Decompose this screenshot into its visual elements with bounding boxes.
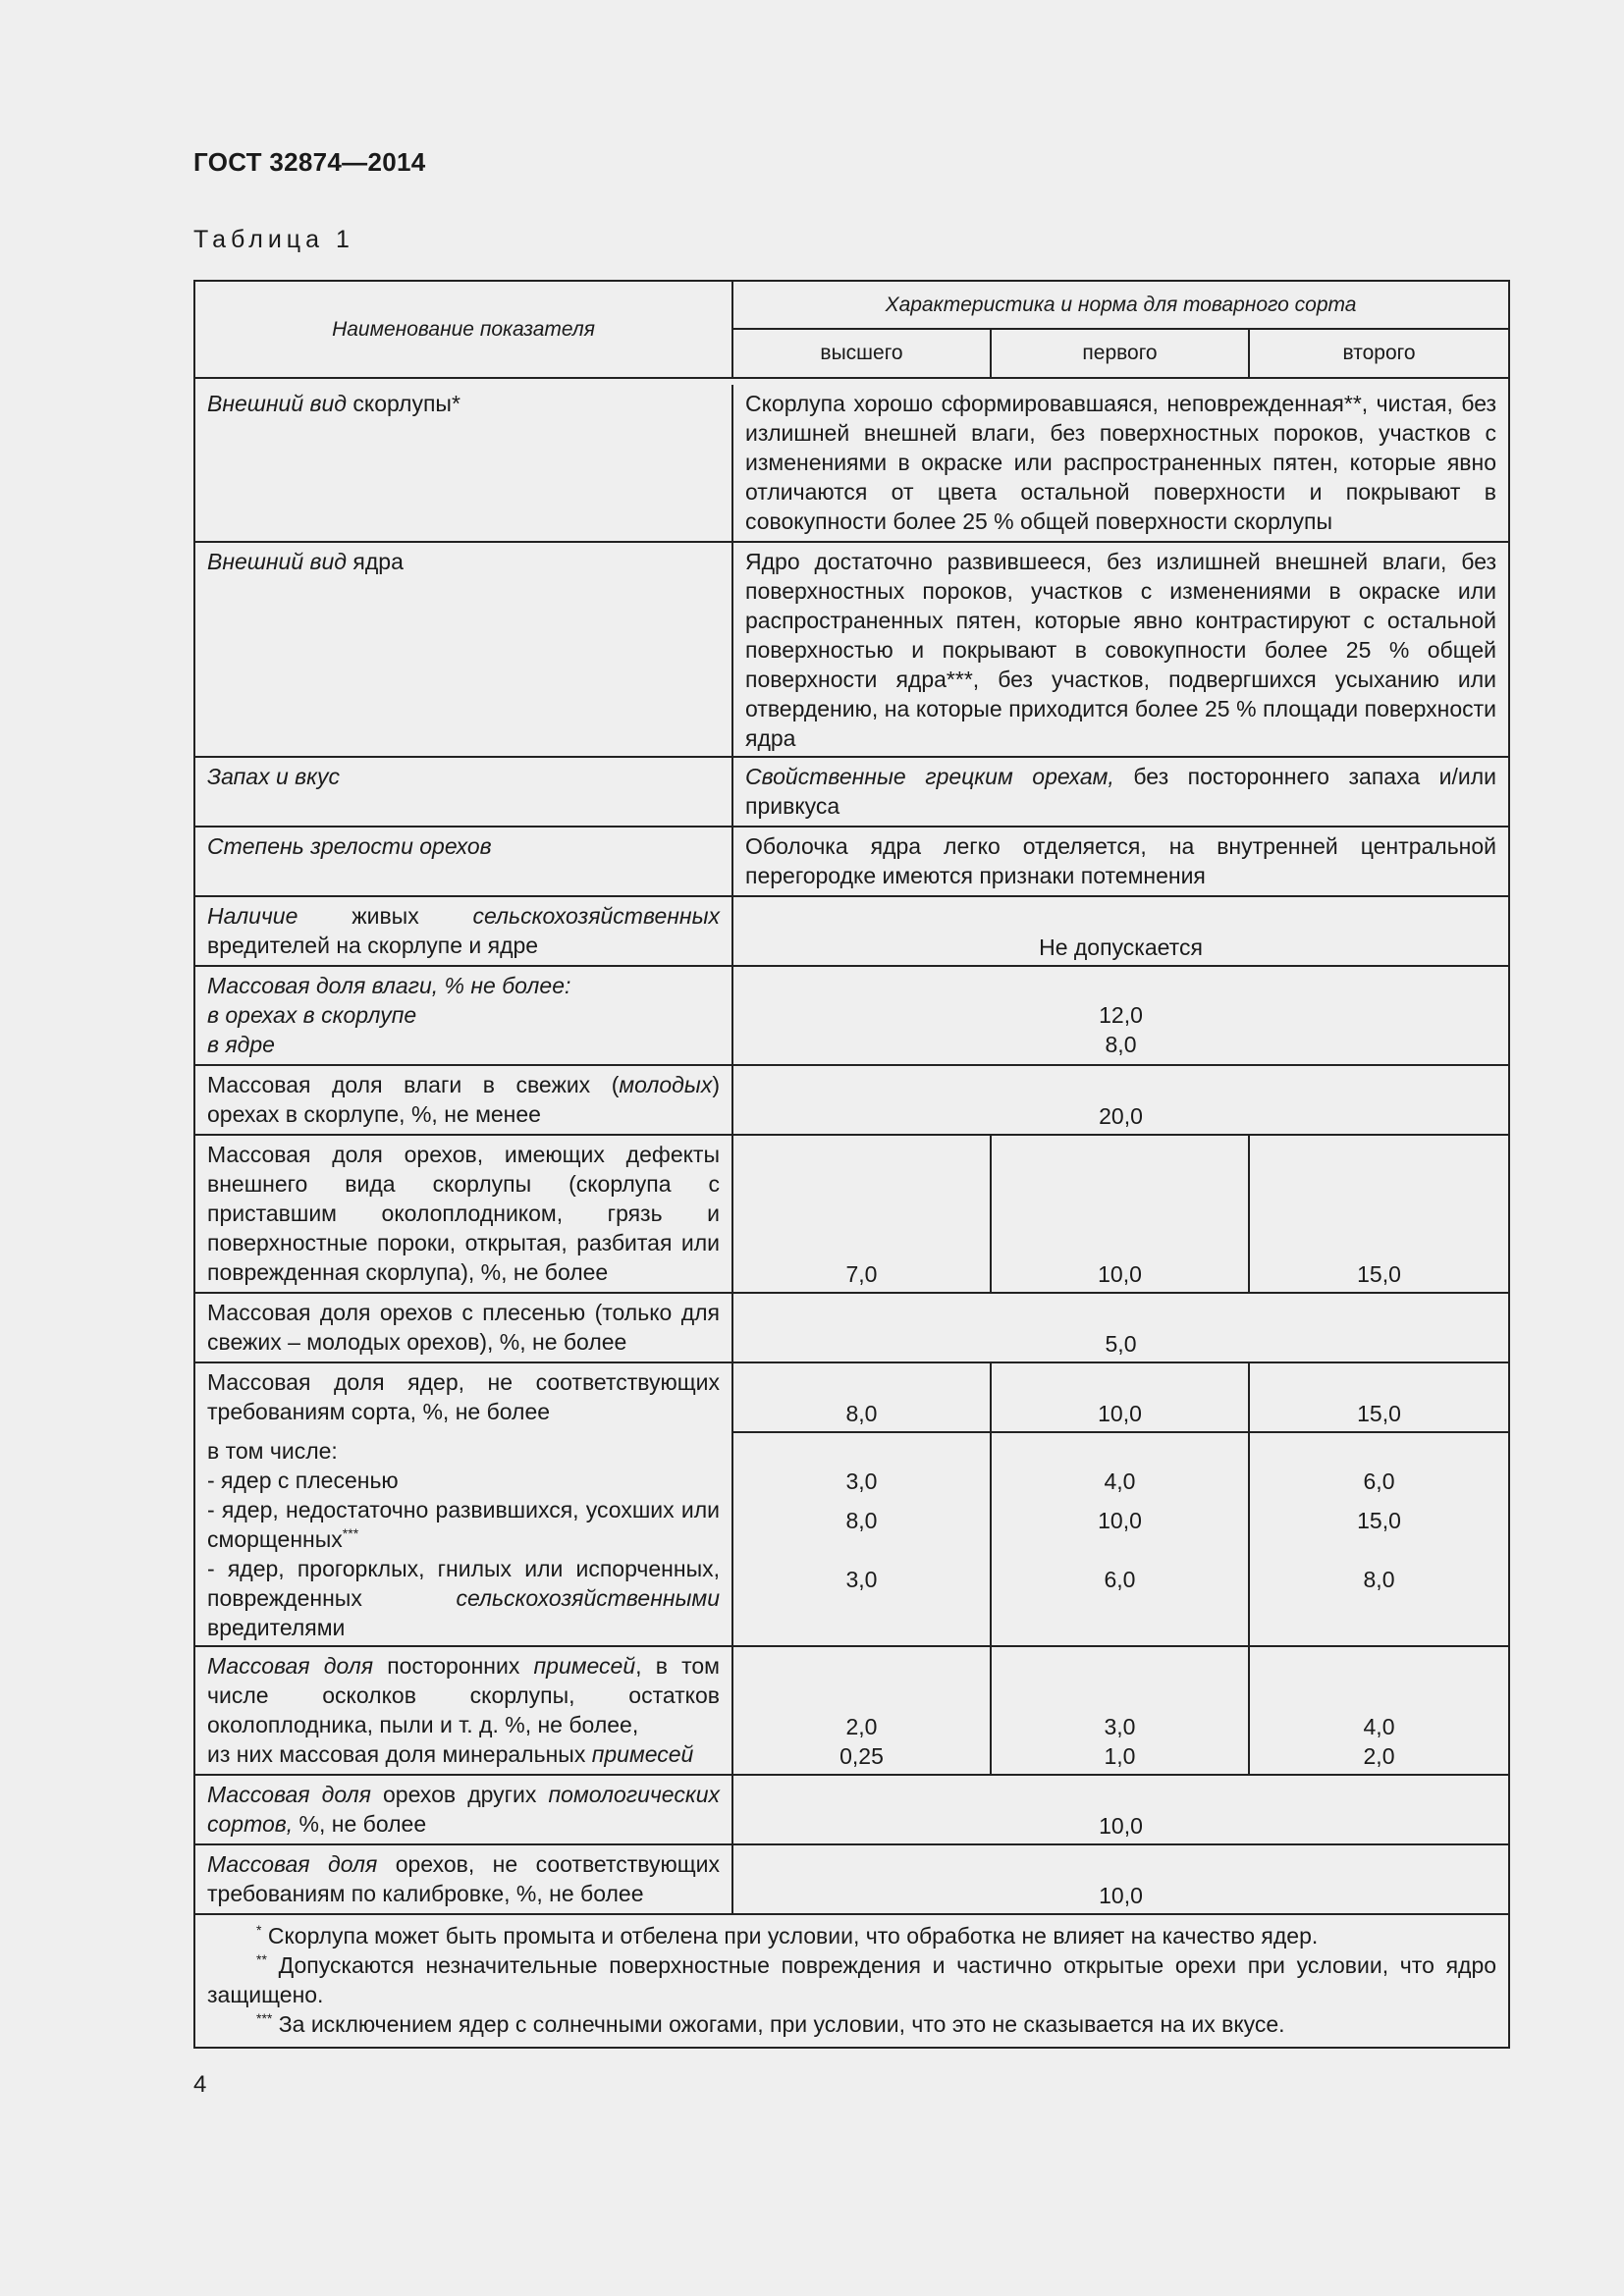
- table-row: [194, 757, 1509, 827]
- row-value-pests: Не допускается: [732, 896, 1509, 966]
- grade-value-cell: [1249, 1432, 1509, 1646]
- grade-header: второго: [1249, 329, 1509, 378]
- quality-table: [193, 280, 1510, 2049]
- table-row: [194, 1432, 1509, 1646]
- table-row: [194, 542, 1509, 757]
- row-name-shell-appearance: Внешний вид скорлупы*: [194, 385, 732, 542]
- row-name-maturity: Степень зрелости орехов: [194, 827, 732, 896]
- grade-value: 8,0: [732, 1362, 991, 1432]
- grade-value: 1,0: [1104, 1743, 1136, 1769]
- row-name-moisture: Массовая доля влаги, % не более: в орехах в скорлупе в ядре: [194, 966, 732, 1065]
- table-row: [194, 385, 1509, 542]
- row-name-kernel-appearance: Внешний вид ядра: [194, 542, 732, 757]
- row-name-moisture-fresh: Массовая доля влаги в свежих (молодых) орехах в скорлупе, %, не менее: [194, 1065, 732, 1135]
- header-spacer: [194, 378, 1509, 385]
- table-row: [194, 1065, 1509, 1135]
- table-row: [194, 1293, 1509, 1362]
- footnote: *** За исключением ядер с солнечными ожогами, при условии, что это не сказывается на их вкусе.: [256, 2010, 1285, 2037]
- row-name-smell-taste: Запах и вкус: [194, 757, 732, 827]
- grade-value-cell: [991, 1432, 1249, 1646]
- grade-value: 3,0: [1104, 1714, 1136, 1739]
- row-value-calibration: 10,0: [732, 1844, 1509, 1914]
- table-row: [194, 1646, 1509, 1775]
- row-name-other-varieties: Массовая доля орехов других помологических сортов, %, не более: [194, 1775, 732, 1844]
- row-value-moisture-fresh: 20,0: [732, 1065, 1509, 1135]
- row-name-kernels-nonconforming: Массовая доля ядер, не соответствующих требованиям сорта, %, не более: [194, 1362, 732, 1432]
- grade-value: 3,0: [845, 1468, 878, 1494]
- grade-value: 3,0: [845, 1567, 878, 1592]
- grade-value: 6,0: [1104, 1567, 1136, 1592]
- row-value-shell-appearance: Скорлупа хорошо сформировавшаяся, неповрежденная**, чистая, без излишней внешней влаги, без поверхностных пороков, участков с изменениями в окраске или распространенных пятен, которые явно отличаются от цвета остальной поверхности и покрывают в совокупности более 25 % общей поверхности скорлупы: [732, 385, 1509, 542]
- row-value-moisture: 12,0 8,0: [732, 966, 1509, 1065]
- grade-value-cell: [732, 1646, 991, 1775]
- row-value-smell-taste: Свойственные грецким орехам, без постороннего запаха и/или привкуса: [732, 757, 1509, 827]
- row-name-mold: Массовая доля орехов с плесенью (только для свежих – молодых орехов), %, не более: [194, 1293, 732, 1362]
- grade-value: 15,0: [1249, 1362, 1509, 1432]
- header-row: [194, 281, 1509, 329]
- table-caption: Таблица 1: [193, 226, 354, 253]
- grade-value: 4,0: [1104, 1468, 1136, 1494]
- grade-value: 8,0: [1363, 1567, 1395, 1592]
- footnote: * Скорлупа может быть промыта и отбелена при условии, что обработка не влияет на качество ядер.: [256, 1922, 1319, 1949]
- table-row: [194, 1775, 1509, 1844]
- grade-value: 15,0: [1249, 1135, 1509, 1293]
- row-name-impurities: Массовая доля посторонних примесей, в том числе осколков скорлупы, остатков околоплодника, пыли и т. д. %, не более, из них массовая доля минеральных примесей: [194, 1646, 732, 1775]
- row-name-pests: Наличие живых сельскохозяйственных вредителей на скорлупе и ядре: [194, 896, 732, 966]
- grade-value: 2,0: [845, 1714, 878, 1739]
- grade-value: 6,0: [1363, 1468, 1395, 1494]
- grade-value-cell: [732, 1432, 991, 1646]
- grade-value-cell: [1249, 1646, 1509, 1775]
- footnotes: [194, 1914, 1509, 2048]
- grade-value: 10,0: [991, 1362, 1249, 1432]
- grade-value: 7,0: [732, 1135, 991, 1293]
- table-row: [194, 827, 1509, 896]
- row-value-kernel-appearance: Ядро достаточно развившееся, без излишней внешней влаги, без поверхностных пороков, участков с изменениями в окраске или распространенных пятен, которые явно контрастируют с остальной поверхностью и покрывают в совокупности более 25 % общей поверхности ядра***, без участков, подвергшихся усыханию или отвердению, на которые приходится более 25 % площади поверхности ядра: [732, 542, 1509, 757]
- column-header-group: Характеристика и норма для товарного сорта: [732, 281, 1509, 329]
- document-code: ГОСТ 32874—2014: [193, 147, 426, 177]
- row-name-shell-defects: Массовая доля орехов, имеющих дефекты внешнего вида скорлупы (скорлупа с приставшим околоплодником, грязь и поверхностные пороки, открытая, разбитая или поврежденная скорлупа), %, не более: [194, 1135, 732, 1293]
- footnotes-row: [194, 1914, 1509, 2048]
- grade-value: 10,0: [991, 1135, 1249, 1293]
- grade-value: 15,0: [1357, 1508, 1401, 1533]
- grade-value: 10,0: [1098, 1508, 1142, 1533]
- table-row: [194, 966, 1509, 1065]
- grade-header: высшего: [732, 329, 991, 378]
- grade-value: 2,0: [1363, 1743, 1395, 1769]
- grade-value: 8,0: [845, 1508, 878, 1533]
- page-number: 4: [193, 2071, 207, 2098]
- row-value-maturity: Оболочка ядра легко отделяется, на внутренней центральной перегородке имеются признаки потемнения: [732, 827, 1509, 896]
- row-name-calibration: Массовая доля орехов, не соответствующих требованиям по калибровке, %, не более: [194, 1844, 732, 1914]
- grade-value-cell: [991, 1646, 1249, 1775]
- grade-value: 4,0: [1363, 1714, 1395, 1739]
- grade-value: 0,25: [839, 1743, 884, 1769]
- footnote: ** Допускаются незначительные поверхностные повреждения и частично открытые орехи при условии, что ядро защищено.: [207, 1951, 1497, 2007]
- table-row: [194, 1362, 1509, 1432]
- column-header-name: Наименование показателя: [194, 281, 732, 378]
- table-row: [194, 896, 1509, 966]
- row-value-other-varieties: 10,0: [732, 1775, 1509, 1844]
- row-value-mold: 5,0: [732, 1293, 1509, 1362]
- table-row: [194, 1844, 1509, 1914]
- row-name-including: в том числе: - ядер с плесенью - ядер, недостаточно развившихся, усохших или сморщенных*** - ядер, прогорклых, гнилых или испорченных, поврежденных сельскохозяйственными вредителями: [194, 1432, 732, 1646]
- grade-header: первого: [991, 329, 1249, 378]
- table-row: [194, 1135, 1509, 1293]
